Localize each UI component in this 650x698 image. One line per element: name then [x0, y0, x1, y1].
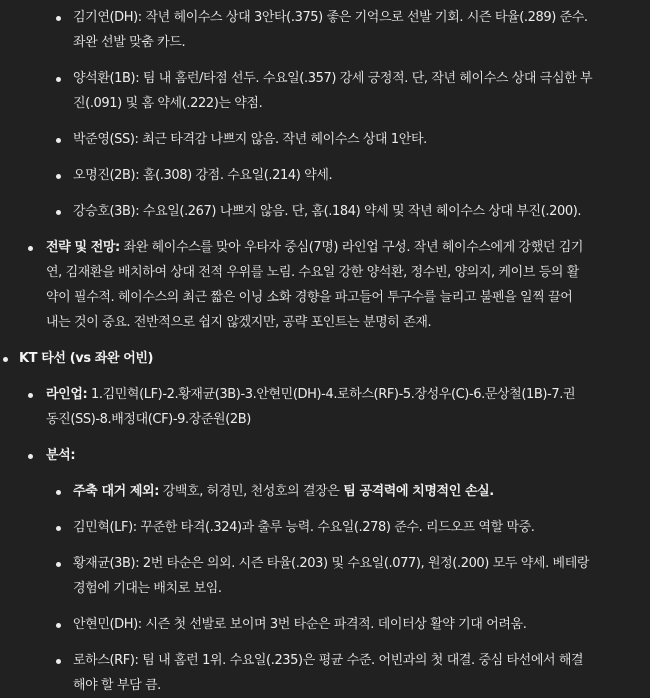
strategy-item: [0, 235, 650, 335]
list-item: [0, 551, 650, 601]
list-item-text: 김민혁(LF): 꾸준한 타격(.324)과 출루 능력. 수요일(.278) 준수. 리드오프 역할 막중.: [73, 520, 535, 535]
key-absence-item: [0, 479, 650, 504]
lineup-text: 동진(SS)-8.배정대(CF)-9.장준원(2B): [46, 412, 251, 427]
list-item-text: 박준영(SS): 최근 타격감 나쁘지 않음. 작년 헤이수스 상대 1안타.: [73, 132, 427, 147]
list-item-text: 안현민(DH): 시즌 첫 선발로 보이며 3번 타순은 파격적. 데이터상 활약 기대 어려움.: [73, 617, 527, 632]
lineup-text: 1.김민혁(LF)-2.황재균(3B)-3.안현민(DH)-4.로하스(RF)-5.장성우(C)-6.문상철(1B)-7.권: [87, 387, 576, 402]
list-item-text: 양석환(1B): 팀 내 홈런/타점 선두. 수요일(.357) 강세 긍정적. 단, 작년 헤이수스 상대 극심한 부: [73, 71, 593, 86]
list-item: [0, 127, 650, 152]
list-item: [0, 5, 650, 55]
analysis-item: [0, 443, 650, 468]
list-item: [0, 515, 650, 540]
bullet-icon: [56, 526, 61, 531]
bullet-icon: [28, 454, 33, 459]
kt-section: [0, 346, 650, 371]
list-item-text: 해야 할 부담 큼.: [73, 678, 161, 693]
strategy-label: 전략 및 전망:: [46, 240, 120, 255]
lineup-item: [0, 382, 650, 432]
bullet-icon: [56, 623, 61, 628]
bullet-icon: [56, 210, 61, 215]
list-item-text: 로하스(RF): 팀 내 홈런 1위. 수요일(.235)은 평균 수준. 어빈과의 첫 대결. 중심 타선에서 해결: [73, 653, 584, 668]
list-item: [0, 648, 650, 698]
list-item: [0, 163, 650, 188]
bullet-icon: [56, 490, 61, 495]
list-item-text: 진(.091) 및 홈 약세(.222)는 약점.: [73, 96, 263, 111]
strategy-text: 연, 김재환을 배치하여 상대 전적 우위를 노림. 수요일 강한 양석환, 정수빈, 양의지, 케이브 등의 활: [46, 265, 579, 280]
bullet-icon: [56, 138, 61, 143]
list-item: [0, 199, 650, 224]
strategy-text: 내는 것이 중요. 전반적으로 쉽지 않겠지만, 공략 포인트는 분명히 존재.: [46, 315, 432, 330]
key-absence-label: 주축 대거 제외:: [73, 484, 159, 499]
list-item: [0, 612, 650, 637]
bullet-icon: [3, 357, 8, 362]
bullet-icon: [28, 393, 33, 398]
bullet-icon: [56, 562, 61, 567]
strategy-text: 좌완 헤이수스를 맞아 우타자 중심(7명) 라인업 구성. 작년 헤이수스에게 강했던 김기: [119, 240, 584, 255]
lineup-label: 라인업:: [46, 387, 88, 402]
analysis-label: 분석:: [46, 448, 76, 463]
bullet-icon: [56, 659, 61, 664]
bullet-icon: [28, 246, 33, 251]
bullet-icon: [56, 174, 61, 179]
key-absence-emphasis: 팀 공격력에 치명적인 손실.: [343, 484, 494, 499]
list-item-text: 오명진(2B): 홈(.308) 강점. 수요일(.214) 약세.: [73, 168, 333, 183]
list-item-text: 경험에 기대는 배치로 보임.: [73, 581, 222, 596]
list-item-text: 김기연(DH): 작년 헤이수스 상대 3안타(.375) 좋은 기억으로 선발 기회. 시즌 타율(.289) 준수.: [73, 10, 588, 25]
list-item: [0, 66, 650, 116]
bullet-icon: [56, 77, 61, 82]
list-item-text: 황재균(3B): 2번 타순은 의외. 시즌 타율(.203) 및 수요일(.077), 원정(.200) 모두 약세. 베테랑: [73, 556, 590, 571]
section-title: KT 타선 (vs 좌완 어빈): [19, 351, 154, 366]
key-absence-text: 강백호, 허경민, 천성호의 결장은: [159, 484, 344, 499]
strategy-text: 약이 필수적. 헤이수스의 최근 짧은 이닝 소화 경향을 파고들어 투구수를 늘리고 불펜을 일찍 끌어: [46, 290, 573, 305]
bullet-icon: [56, 16, 61, 21]
list-item-text: 좌완 선발 맞춤 카드.: [73, 35, 186, 50]
list-item-text: 강승호(3B): 수요일(.267) 나쁘지 않음. 단, 홈(.184) 약세 및 작년 헤이수스 상대 부진(.200).: [73, 204, 582, 219]
